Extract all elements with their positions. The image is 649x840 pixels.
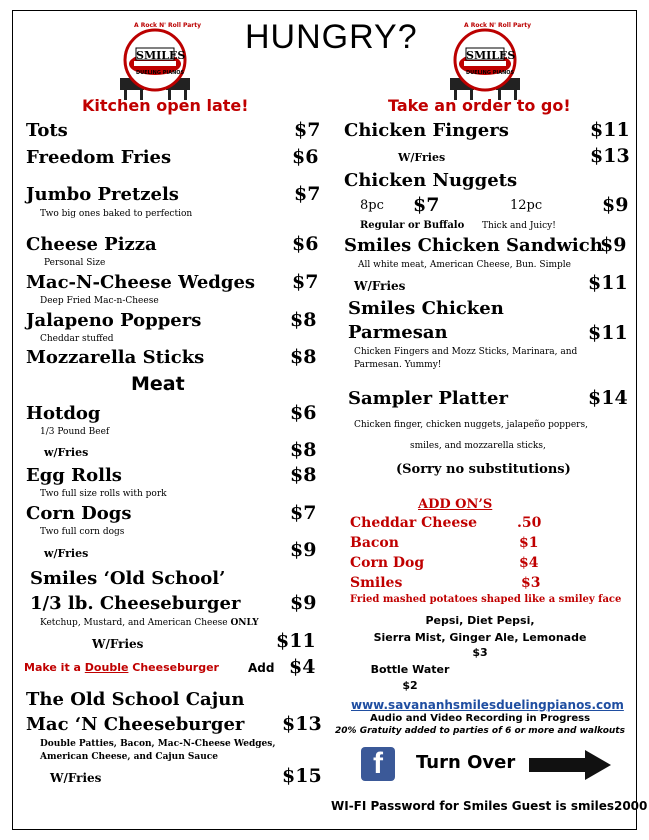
logo-tagline-left: A Rock N' Roll Party: [134, 22, 202, 29]
double-cheeseburger-note: Make it a Double Cheeseburger: [24, 661, 219, 674]
nuggets-note-juicy: Thick and Juicy!: [482, 221, 556, 231]
desc-cajun-line2: American Cheese, and Cajun Sauce: [40, 752, 218, 762]
nuggets-8pc: 8pc: [360, 198, 384, 213]
logo-sub-right: DUELING PIANOS: [466, 70, 515, 76]
price-chicken-sandwich: $9: [600, 234, 627, 256]
price-corn-dogs: $7: [290, 502, 317, 524]
addons-heading: ADD ON’S: [418, 497, 493, 512]
cajun-fries-price: $15: [282, 765, 322, 787]
nuggets-8pc-price: $7: [413, 194, 440, 216]
sandwich-fries-label: W/Fries: [354, 279, 406, 293]
desc-egg-rolls: Two full size rolls with pork: [40, 489, 167, 499]
desc-old-school: Ketchup, Mustard, and American Cheese ONLY: [40, 618, 259, 628]
item-cajun-line2: Mac ‘N Cheeseburger: [26, 714, 245, 735]
nuggets-12pc-price: $9: [602, 194, 629, 216]
addon-smiles-price: $3: [521, 575, 541, 591]
price-cajun: $13: [282, 713, 322, 735]
drinks-line2: Sierra Mist, Ginger Ale, Lemonade: [373, 631, 587, 644]
desc-cheese-pizza: Personal Size: [44, 258, 106, 268]
price-jumbo-pretzels: $7: [294, 183, 321, 205]
logo-sub-left: DUELING PIANOS: [136, 70, 185, 76]
addon-cheddar-price: .50: [517, 515, 542, 531]
desc-chicken-parm-line2: Parmesan. Yummy!: [354, 360, 442, 370]
item-chicken-nuggets: Chicken Nuggets: [344, 170, 518, 191]
drinks-line1: Pepsi, Diet Pepsi,: [425, 614, 535, 627]
logo-tagline-right: A Rock N' Roll Party: [464, 22, 532, 29]
bottle-water-price: $2: [402, 679, 418, 692]
logo-name-left: SMILES: [136, 49, 186, 62]
hotdog-fries-price: $8: [290, 439, 317, 461]
price-mac-wedges: $7: [292, 271, 319, 293]
desc-sampler-line1: Chicken finger, chicken nuggets, jalapeño poppers,: [354, 420, 588, 430]
price-freedom-fries: $6: [292, 146, 319, 168]
item-egg-rolls: Egg Rolls: [26, 465, 122, 486]
corndogs-fries-label: w/Fries: [44, 547, 89, 560]
website-link[interactable]: www.savananhsmilesduelingpianos.com: [351, 698, 624, 712]
price-chicken-parm: $11: [588, 322, 628, 344]
item-cheese-pizza: Cheese Pizza: [26, 234, 157, 255]
oldschool-fries-label: W/Fries: [92, 637, 144, 651]
item-chicken-sandwich: Smiles Chicken Sandwich: [344, 235, 603, 256]
item-jumbo-pretzels: Jumbo Pretzels: [26, 184, 179, 205]
item-mac-wedges: Mac-N-Cheese Wedges: [26, 272, 256, 293]
no-substitutions-note: (Sorry no substitutions): [396, 462, 571, 477]
item-tots: Tots: [26, 120, 68, 141]
item-sampler-platter: Sampler Platter: [348, 388, 508, 409]
meat-heading: Meat: [131, 373, 185, 395]
price-mozzarella-sticks: $8: [290, 346, 317, 368]
bottle-water: Bottle Water: [370, 663, 450, 676]
item-corn-dogs: Corn Dogs: [26, 503, 132, 524]
sandwich-fries-price: $11: [588, 272, 628, 294]
item-chicken-fingers: Chicken Fingers: [344, 120, 509, 141]
item-old-school-line2: 1/3 lb. Cheeseburger: [30, 593, 241, 614]
facebook-icon[interactable]: f: [361, 747, 395, 781]
double-add-price: $4: [289, 656, 316, 678]
nuggets-note-regular: Regular or Buffalo: [360, 220, 465, 231]
addon-smiles: Smiles: [350, 575, 403, 591]
addon-bacon-price: $1: [519, 535, 539, 551]
order-to-go-banner: Take an order to go!: [388, 96, 571, 115]
kitchen-open-banner: Kitchen open late!: [82, 96, 249, 115]
right-arrow-icon: [527, 748, 613, 782]
desc-hotdog: 1/3 Pound Beef: [40, 427, 110, 437]
item-jalapeno-poppers: Jalapeno Poppers: [26, 310, 202, 331]
desc-chicken-parm-line1: Chicken Fingers and Mozz Sticks, Marinara, and: [354, 347, 578, 357]
addon-bacon: Bacon: [350, 535, 399, 551]
desc-jalapeno-poppers: Cheddar stuffed: [40, 334, 114, 344]
price-sampler-platter: $14: [588, 387, 628, 409]
addon-smiles-note: Fried mashed potatoes shaped like a smiley face: [350, 594, 622, 605]
fingers-fries-price: $13: [590, 145, 630, 167]
desc-corn-dogs: Two full corn dogs: [40, 527, 125, 537]
item-chicken-parm-line2: Parmesan: [348, 322, 448, 343]
price-tots: $7: [294, 119, 321, 141]
item-chicken-parm-line1: Smiles Chicken: [348, 298, 504, 319]
cajun-fries-label: W/Fries: [50, 771, 102, 785]
recording-notice: Audio and Video Recording in Progress: [369, 713, 591, 724]
drinks-price1: $3: [472, 646, 488, 659]
price-cheese-pizza: $6: [292, 233, 319, 255]
price-old-school: $9: [290, 592, 317, 614]
item-cajun-line1: The Old School Cajun: [26, 689, 245, 710]
logo-name-right: SMILES: [466, 49, 516, 62]
price-egg-rolls: $8: [290, 464, 317, 486]
desc-jumbo-pretzels: Two big ones baked to perfection: [40, 209, 193, 219]
gratuity-notice: 20% Gratuity added to parties of 6 or more and walkouts: [335, 726, 625, 736]
item-mozzarella-sticks: Mozzarella Sticks: [26, 347, 205, 368]
desc-mac-wedges: Deep Fried Mac-n-Cheese: [40, 296, 159, 306]
page-title: HUNGRY?: [245, 18, 418, 56]
desc-sampler-line2: smiles, and mozzarella sticks,: [410, 441, 546, 451]
item-old-school-line1: Smiles ‘Old School’: [30, 568, 226, 589]
fingers-fries-label: W/Fries: [398, 151, 446, 164]
oldschool-fries-price: $11: [276, 630, 316, 652]
item-hotdog: Hotdog: [26, 403, 101, 424]
addon-corn-dog-price: $4: [519, 555, 539, 571]
price-chicken-fingers: $11: [590, 119, 630, 141]
nuggets-12pc: 12pc: [510, 198, 543, 213]
price-jalapeno-poppers: $8: [290, 309, 317, 331]
turn-over-label: Turn Over: [416, 752, 516, 773]
addon-corn-dog: Corn Dog: [350, 555, 425, 571]
double-add-label: Add: [248, 661, 275, 675]
addon-cheddar: Cheddar Cheese: [350, 515, 478, 531]
item-freedom-fries: Freedom Fries: [26, 147, 172, 168]
hotdog-fries-label: w/Fries: [44, 446, 89, 459]
price-hotdog: $6: [290, 402, 317, 424]
wifi-password-line: WI-FI Password for Smiles Guest is smiles2000: [331, 799, 648, 813]
desc-cajun-line1: Double Patties, Bacon, Mac-N-Cheese Wedges,: [40, 739, 276, 749]
corndogs-fries-price: $9: [290, 539, 317, 561]
desc-chicken-sandwich: All white meat, American Cheese, Bun. Simple: [358, 260, 571, 270]
